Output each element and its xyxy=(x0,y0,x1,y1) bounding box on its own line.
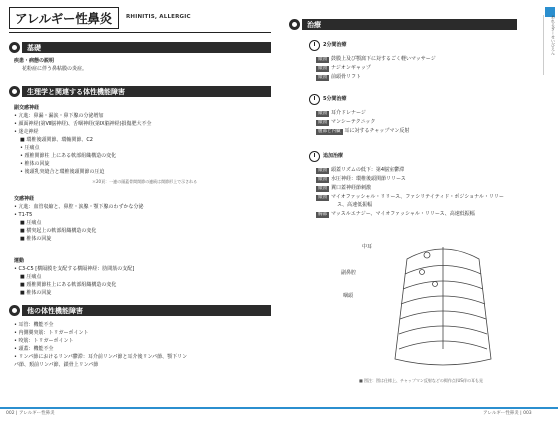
treatment-item: マイオファッシャル・リリース、ファシリテイティド・ポジショナル・リリー xyxy=(331,194,504,200)
clock-icon xyxy=(309,40,320,51)
treatment-item: 耳に対するチャップマン反射 xyxy=(344,128,410,134)
ribcage-illustration xyxy=(387,239,499,371)
footer-rule xyxy=(0,407,279,409)
treatment-item: ナジオンギャップ xyxy=(331,65,371,71)
region-tag: 胸部 xyxy=(318,212,327,217)
text-line: ■ 頚椎関節柱上にある軟部組織構造の変化 xyxy=(20,282,117,288)
text-line: • 頭蓋：機能不全 xyxy=(14,346,54,352)
text-line: • 亢進：鼻漏・漏涙・鼻下腺の分泌増加 xyxy=(14,113,104,119)
treatment-item: 水圧神経：環椎後頭関節リリース xyxy=(331,176,406,182)
figure-label-pharynx: 咽頭 xyxy=(343,293,354,299)
treatment-item: 頭蓋リズムの低下：第4脳室鬱滞 xyxy=(331,167,405,173)
section-bullet-icon xyxy=(9,86,20,97)
text-line: • C3-C5 [横隔膜を支配する横隔神経：肋間筋の支配] xyxy=(14,266,135,272)
figure-caption: ■ 図注：図は仕様上、チャップマン反射などの掲作点(US伴の耳も見 xyxy=(359,378,483,383)
text-line: ■ 環椎後頭関節、環軸関節、C2 xyxy=(20,137,93,143)
region-tag: 頭頸 xyxy=(318,168,327,173)
text-line: • 頚椎関節柱 上にある軟部組織構造の変化 xyxy=(20,153,117,159)
treatment-item: 前頭骨リフト xyxy=(331,74,362,80)
motor-label: 運動 xyxy=(14,258,25,264)
region-tag: 頭頸 xyxy=(318,57,327,62)
text-line: ■ 椎体の回旋 xyxy=(20,236,52,242)
clock-icon xyxy=(309,151,320,162)
page-footer-left: 002 | アレルギー性鼻炎 xyxy=(6,411,55,416)
basics-text: 花粉症に伴う鼻粘膜の炎症。 xyxy=(22,66,88,72)
text-line: • 亢進：血管収縮と、鼻腔・涙腺・顎下腺のわずかな分泌 xyxy=(14,204,144,210)
treatment-item-continued: ス、高速低振幅 xyxy=(337,202,373,208)
region-tag: 頭頸 xyxy=(318,195,327,200)
region-tag: 頭頸 xyxy=(318,111,327,116)
text-line: • 耳管：機能不全 xyxy=(14,322,54,328)
region-tag: 頭頸 xyxy=(318,177,327,182)
section-physiology-heading: 生理学と関連する体性機能障害 xyxy=(22,86,271,97)
treatment-item: 鼓膜上及び顎窩下に対するごく軽いマッサージ xyxy=(331,56,436,62)
subsection-title: 2分間治療 xyxy=(323,42,347,48)
page-title-english: RHINITIS, ALLERGIC xyxy=(126,14,191,20)
text-line: ■ 横突起上の軟部組織構造の変化 xyxy=(20,228,97,234)
treatment-item: 翼口蓋神経節刺激 xyxy=(331,185,372,191)
page-footer-right: アレルギー性鼻炎 | 003 xyxy=(483,411,532,416)
text-line: • 咬筋：トリガーポイント xyxy=(14,338,74,344)
treatment-heading: 治療 xyxy=(302,19,517,30)
side-index-tab: あれるぎーせいびえん xyxy=(543,15,556,75)
text-line: • 内側翼突筋：トリガーポイント xyxy=(14,330,89,336)
text-line: ■ 圧痛点 xyxy=(20,220,42,226)
text-line: • リンパ節におけるリンパ鬱滞：耳介前リンパ節と耳介後リンパ節、顎下リン xyxy=(14,354,188,360)
page-title: アレルギー性鼻炎 xyxy=(9,7,119,29)
parasympathetic-label: 副交感神経 xyxy=(14,105,40,111)
treatment-item: マッスルエナジー、マイオファッシャル・リリース、高速低振幅 xyxy=(331,211,475,217)
text-line: • 顔面神経(第Ⅶ脳神経)、舌咽神経(第Ⅸ脳神経)損傷肥大不全 xyxy=(14,121,152,127)
subsection-title: 5分間治療 xyxy=(323,96,347,102)
region-tag: 腹部と内臓 xyxy=(318,129,341,134)
section-basics-heading: 基礎 xyxy=(22,42,271,53)
text-line: ■ 椎体の回旋 xyxy=(20,290,52,296)
text-line: • T1-T5 xyxy=(14,212,33,218)
section-bullet-icon xyxy=(9,305,20,316)
title-underline xyxy=(9,32,271,33)
text-line: パ節、頚前リンパ節、鎖骨上リンパ節 xyxy=(14,362,99,368)
region-tag: 頭頸 xyxy=(318,66,327,71)
region-tag: 頭頸 xyxy=(318,75,327,80)
text-line: ■ 圧痛点 xyxy=(20,274,42,280)
figure-label-middle-ear: 中耳 xyxy=(362,244,373,250)
treatment-item: マンシーテクニック xyxy=(331,119,376,125)
text-line: • 後頭乳突縫合と環椎後頭関節の圧迫 xyxy=(20,169,105,175)
basics-label: 疾患・病態の説明 xyxy=(14,58,55,64)
region-tag: 頭頸 xyxy=(318,120,327,125)
text-line: • 迷走神経 xyxy=(14,129,39,135)
treatment-item: 耳介ドレナージ xyxy=(331,110,366,116)
section-other-heading: 他の体性機能障害 xyxy=(22,305,271,316)
section-bullet-icon xyxy=(289,19,300,30)
footnote: ＊20頁：一連の頭蓋骨間関節の連続は関節形上で示される xyxy=(92,179,198,184)
region-tag: 頭頸 xyxy=(318,186,327,191)
figure-label-sinus: 副鼻腔 xyxy=(341,270,357,276)
clock-icon xyxy=(309,94,320,105)
section-bullet-icon xyxy=(9,42,20,53)
sympathetic-label: 交感神経 xyxy=(14,196,35,202)
subsection-title: 追加治療 xyxy=(323,153,344,159)
text-line: • 圧痛点 xyxy=(20,145,40,151)
footer-rule xyxy=(279,407,558,409)
text-line: • 椎体の回旋 xyxy=(20,161,50,167)
